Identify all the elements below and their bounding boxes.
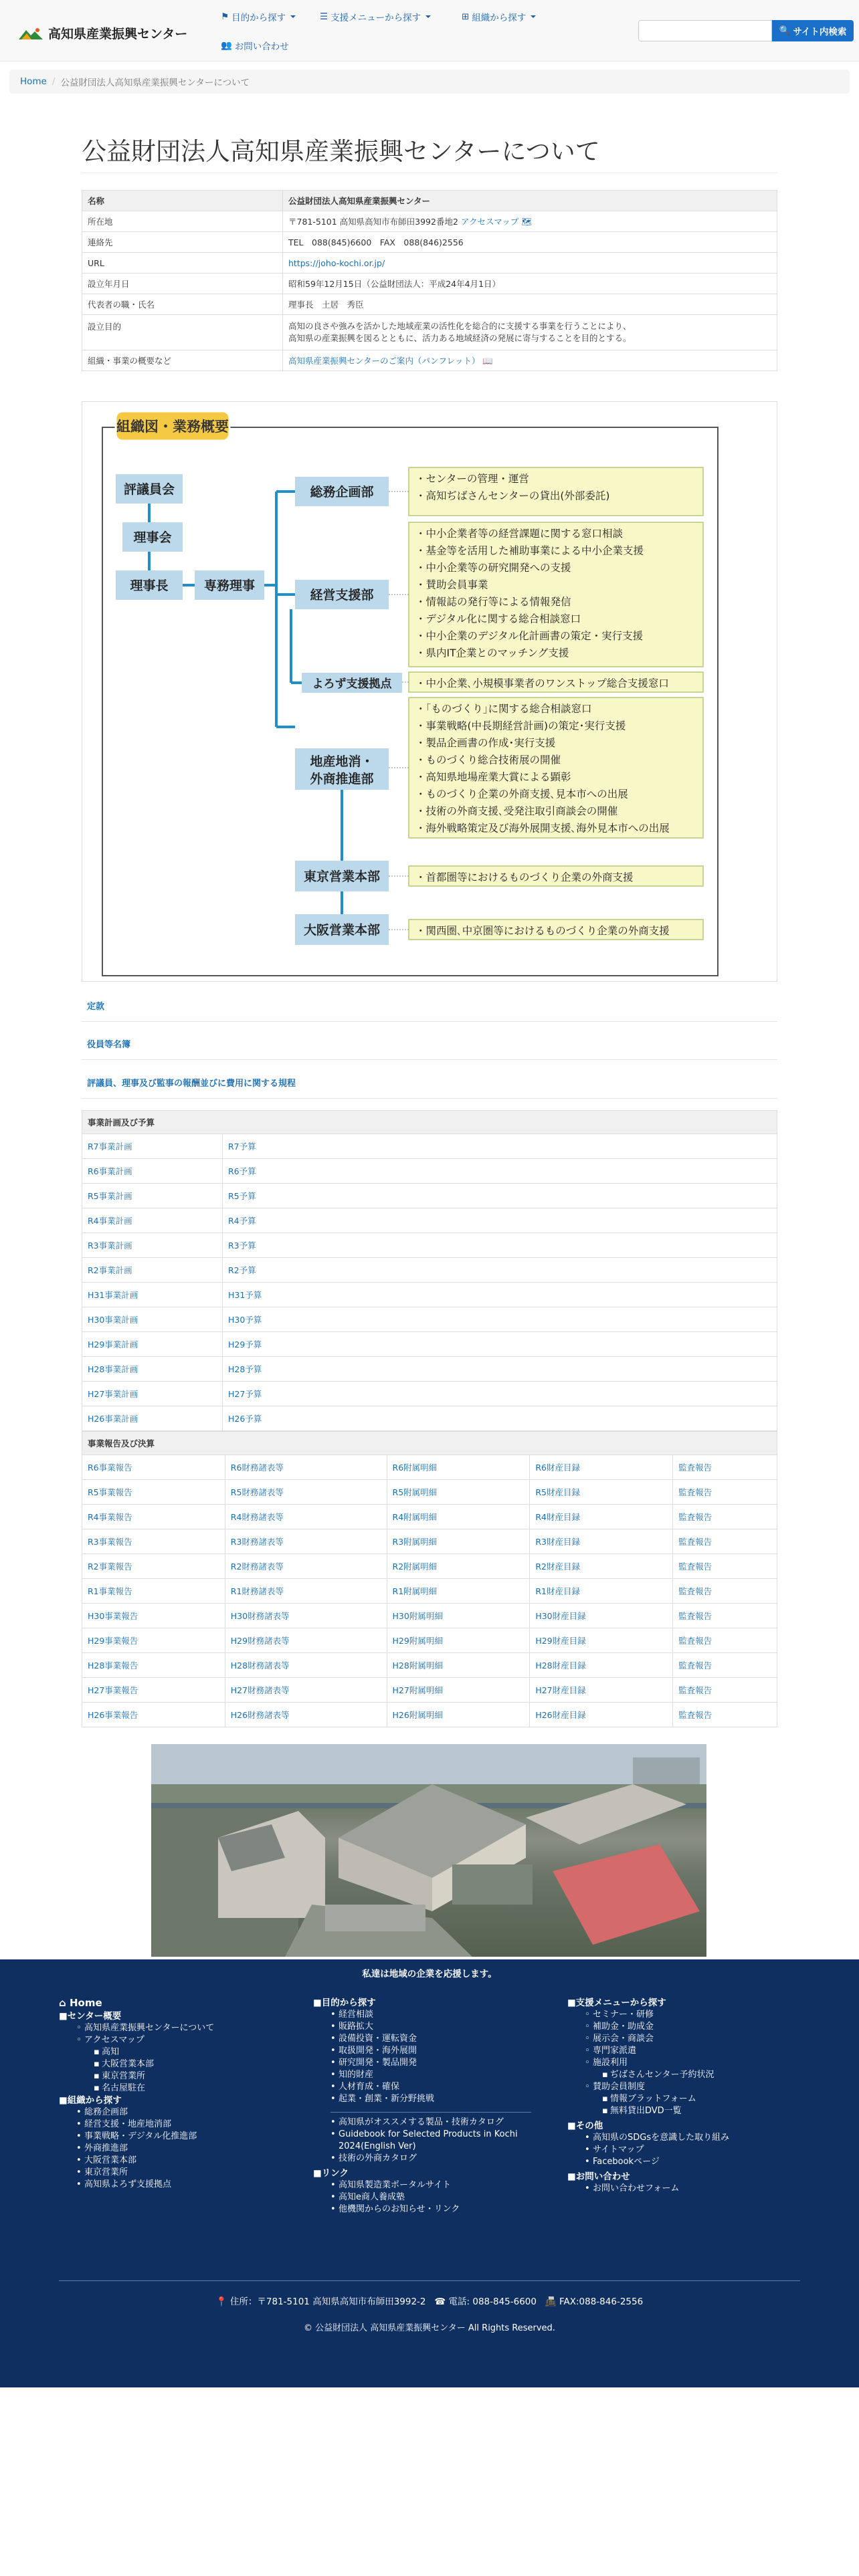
org-dept-name-2: 外商推進部 xyxy=(310,772,374,786)
footer-home-label: Home xyxy=(69,1997,102,2009)
report-table xyxy=(82,1431,777,1727)
org-duty-item: ・センターの管理・運営 xyxy=(415,473,529,485)
report-doc-link[interactable]: H28財務諸表等 xyxy=(225,1653,387,1678)
info-label: 組織・事業の概要など xyxy=(82,350,283,371)
report-header-cell: 事業報告及び決算 xyxy=(82,1432,777,1455)
org-duty-item: ・海外戦略策定及び海外展開支援､海外見本市への出展 xyxy=(415,822,670,835)
report-doc-link[interactable]: H30財務諸表等 xyxy=(225,1604,387,1628)
plan-row xyxy=(82,1134,777,1159)
info-label: 設立目的 xyxy=(82,315,283,350)
plan-row xyxy=(82,1382,777,1406)
link-title-text: リンク xyxy=(321,2168,349,2179)
building-photo xyxy=(151,1744,706,1957)
officers-list-link[interactable]: 役員等名簿 xyxy=(87,1040,131,1050)
info-label: 名称 xyxy=(82,191,283,211)
report-doc-link[interactable]: R4事業報告 xyxy=(82,1505,225,1529)
purpose-line-2: 高知県の産業振興を図るとともに、活力ある地域経済の発展に寄与することを目的とする。 xyxy=(288,333,632,343)
book-icon[interactable]: 📖 xyxy=(482,356,493,366)
report-doc-link[interactable]: 監査報告 xyxy=(673,1505,777,1529)
footer-link[interactable]: • サイトマップ xyxy=(585,2144,729,2156)
footer-link[interactable]: • 高知県よろず支援拠点 xyxy=(76,2179,214,2191)
footer-link[interactable]: ◦ 高知県産業振興センターについて xyxy=(76,2022,214,2034)
footer-other-title: ■その他 xyxy=(567,2121,603,2131)
org-duty-item: ・ものづくり総合技術展の開催 xyxy=(415,754,561,766)
divider xyxy=(82,1098,777,1099)
search-input[interactable] xyxy=(638,20,772,41)
footer-purpose-list xyxy=(313,2009,531,2105)
report-doc-link[interactable]: R4財産目録 xyxy=(530,1505,673,1529)
footer-home-link[interactable] xyxy=(59,1997,214,2009)
footer-center-list xyxy=(59,2022,214,2095)
breadcrumb-separator: / xyxy=(52,76,56,87)
report-doc-link[interactable]: R1事業報告 xyxy=(82,1579,225,1604)
phone-icon: ☎ xyxy=(434,2296,446,2307)
report-doc-link[interactable]: R5財産目録 xyxy=(530,1480,673,1505)
caret-down-icon xyxy=(425,15,431,18)
footer-link[interactable]: • 高知県製造業ポータルサイト xyxy=(330,2179,531,2191)
report-doc-link[interactable]: H26財務諸表等 xyxy=(225,1703,387,1727)
footer-link[interactable]: ◦ 専門家派遣 xyxy=(585,2045,729,2057)
footer-link[interactable]: • 経営支援・地産地消部 xyxy=(76,2119,214,2131)
plan-doc-link[interactable]: H27事業計画 xyxy=(82,1382,223,1406)
report-doc-link[interactable]: H29財務諸表等 xyxy=(225,1628,387,1653)
org-duty-item: ・ものづくり企業の外商支援､見本市への出展 xyxy=(415,788,628,800)
info-row-representative xyxy=(82,294,777,315)
footer-link[interactable]: • 設備投資・運転資金 xyxy=(330,2033,531,2045)
org-duty-item: ・中小企業､小規模事業者のワンストップ総合支援窓口 xyxy=(415,677,669,689)
report-doc-link[interactable]: R5附属明細 xyxy=(387,1480,530,1505)
footer-link[interactable]: ◦ 展示会・商談会 xyxy=(585,2033,729,2045)
footer-link[interactable]: • Facebookページ xyxy=(585,2156,729,2168)
report-row xyxy=(82,1579,777,1604)
plan-doc-link[interactable]: H30予算 xyxy=(223,1307,777,1332)
org-duty-item: ・基金等を活用した補助事業による中小企業支援 xyxy=(415,544,644,557)
footer-contact-title: ■お問い合わせ xyxy=(567,2171,630,2182)
aerial-building-image xyxy=(151,1744,706,1957)
report-row xyxy=(82,1604,777,1628)
org-dept-name: よろず支援拠点 xyxy=(312,677,392,691)
nav-contact-label: お問い合わせ xyxy=(234,41,289,52)
plan-doc-link[interactable]: H28予算 xyxy=(223,1357,777,1382)
footer-link-title: ■リンク xyxy=(313,2168,349,2179)
footer-link[interactable]: ▪ 東京営業所 xyxy=(94,2070,214,2082)
menu-title-text: 支援メニューから探す xyxy=(575,1998,666,2008)
report-doc-link[interactable]: 監査報告 xyxy=(673,1678,777,1703)
footer-link-list xyxy=(313,2179,531,2216)
info-value xyxy=(283,350,777,371)
plan-doc-link[interactable]: R6予算 xyxy=(223,1159,777,1184)
report-row xyxy=(82,1554,777,1579)
report-doc-link[interactable]: 監査報告 xyxy=(673,1480,777,1505)
org-duty-item: ・デジタル化に関する総合相談窓口 xyxy=(415,613,581,625)
report-row xyxy=(82,1505,777,1529)
footer-link[interactable]: • 取扱開発・海外展開 xyxy=(330,2045,531,2057)
footer-fax: FAX:088-846-2556 xyxy=(559,2296,644,2307)
plan-doc-link[interactable]: H27予算 xyxy=(223,1382,777,1406)
footer-link[interactable]: ◦ 施設利用 xyxy=(585,2057,729,2069)
info-row-address xyxy=(82,211,777,232)
report-doc-link[interactable]: R3附属明細 xyxy=(387,1529,530,1554)
plan-row xyxy=(82,1208,777,1233)
footer-rule xyxy=(59,2280,800,2281)
org-box-board-label: 理事会 xyxy=(133,530,172,545)
report-doc-link[interactable]: R6附属明細 xyxy=(387,1455,530,1480)
info-row-header xyxy=(82,191,777,211)
report-doc-link[interactable]: H29財産目録 xyxy=(530,1628,673,1653)
site-logo[interactable] xyxy=(17,24,187,42)
report-row xyxy=(82,1703,777,1727)
footer-divider xyxy=(330,2112,531,2113)
nav-support-menu[interactable] xyxy=(320,10,431,23)
footer-link[interactable]: • 研究開発・製品開発 xyxy=(330,2057,531,2069)
report-doc-link[interactable]: H27事業報告 xyxy=(82,1678,225,1703)
report-row xyxy=(82,1678,777,1703)
sitemap-icon: ⊞ xyxy=(462,11,470,22)
footer-org-title: ■組織から探す xyxy=(59,2095,122,2106)
plan-doc-link[interactable]: R4予算 xyxy=(223,1208,777,1233)
footer-address: 住所：〒781-5101 高知県高知市布師田3992-2 xyxy=(229,2296,426,2307)
footer-link[interactable]: • 他機関からのお知らせ・リンク xyxy=(330,2204,531,2216)
footer-link[interactable]: ▪ 名古屋駐在 xyxy=(94,2082,214,2095)
org-duty-item: ・事業戦略(中長期経営計画)の策定･実行支援 xyxy=(415,720,626,732)
remuneration-rules-link[interactable]: 評議員、理事及び監事の報酬並びに費用に関する規程 xyxy=(87,1079,296,1089)
footer-link[interactable]: ◦ セミナー・研修 xyxy=(585,2009,729,2021)
org-duty-item: ・情報誌の発行等による情報発信 xyxy=(415,596,571,608)
footer-link[interactable]: • 東京営業所 xyxy=(76,2167,214,2179)
purpose-line-1: 高知の良さや強みを活かした地域産業の活性化を総合的に支援する事業を行うことにより、 xyxy=(288,321,632,331)
plan-row xyxy=(82,1258,777,1283)
report-doc-link[interactable]: H27財産目録 xyxy=(530,1678,673,1703)
plan-row xyxy=(82,1233,777,1258)
plan-doc-link[interactable]: R2事業計画 xyxy=(82,1258,223,1283)
report-doc-link[interactable]: R1財務諸表等 xyxy=(225,1579,387,1604)
org-duty-item: ・賛助会員事業 xyxy=(415,578,488,591)
plan-row xyxy=(82,1307,777,1332)
report-doc-link[interactable]: H26事業報告 xyxy=(82,1703,225,1727)
report-doc-link[interactable]: R3財務諸表等 xyxy=(225,1529,387,1554)
org-duty-item: ・高知ぢばさんセンターの貸出(外部委託) xyxy=(415,490,610,502)
plan-doc-link[interactable]: R5予算 xyxy=(223,1184,777,1208)
report-doc-link[interactable]: H30事業報告 xyxy=(82,1604,225,1628)
report-doc-link[interactable]: H28附属明細 xyxy=(387,1653,530,1678)
footer-link[interactable]: ◦ アクセスマップ xyxy=(76,2034,214,2046)
footer-col-3 xyxy=(567,1997,729,2195)
map-icon[interactable]: 🗺 xyxy=(521,217,533,227)
report-doc-link[interactable]: R1財産目録 xyxy=(530,1579,673,1604)
report-doc-link[interactable]: 監査報告 xyxy=(673,1628,777,1653)
nav-organization-label: 組織から探す xyxy=(472,13,527,23)
caret-down-icon xyxy=(290,15,296,18)
footer-extra-list xyxy=(313,2117,527,2165)
report-row xyxy=(82,1628,777,1653)
info-value xyxy=(283,315,777,350)
info-label: URL xyxy=(82,253,283,274)
plan-row xyxy=(82,1332,777,1357)
info-row-founded xyxy=(82,274,777,294)
footer-link[interactable]: ▪ 無料貸出DVD一覧 xyxy=(602,2105,729,2117)
contact-title-text: お問い合わせ xyxy=(575,2171,630,2182)
footer-menu-list xyxy=(567,2009,729,2117)
org-dept-name: 東京営業本部 xyxy=(303,869,381,884)
info-value xyxy=(283,253,777,274)
home-icon: ⌂ xyxy=(59,1997,66,2009)
org-duty-item: ・｢ものづくり｣に関する総合相談窓口 xyxy=(415,703,592,715)
nav-support-label: 支援メニューから探す xyxy=(330,13,421,23)
logo-mark-icon xyxy=(17,26,44,41)
footer-col-1 xyxy=(59,1997,214,2191)
map-marker-icon: 📍 xyxy=(215,2296,227,2307)
plan-doc-link[interactable]: H26事業計画 xyxy=(82,1406,223,1431)
info-row-contact xyxy=(82,232,777,253)
breadcrumb xyxy=(9,70,850,94)
nav-purpose-label: 目的から探す xyxy=(231,13,286,23)
report-doc-link[interactable]: R4附属明細 xyxy=(387,1505,530,1529)
fax-icon: 📠 xyxy=(545,2296,557,2307)
info-label: 設立年月日 xyxy=(82,274,283,294)
footer-other-list xyxy=(567,2132,729,2168)
footer-tagline: 私達は地域の企業を応援します。 xyxy=(362,1969,497,1979)
footer-col-2 xyxy=(313,1997,531,2216)
info-value: 公益財団法人高知県産業振興センター xyxy=(283,191,777,211)
plan-doc-link[interactable]: R3予算 xyxy=(223,1233,777,1258)
footer-link[interactable]: • 外商推進部 xyxy=(76,2143,214,2155)
footer xyxy=(0,1959,859,2387)
org-box-council-label: 評議員会 xyxy=(123,482,175,497)
org-duty-item: ・首都圏等におけるものづくり企業の外商支援 xyxy=(415,871,634,883)
report-doc-link[interactable]: 監査報告 xyxy=(673,1653,777,1678)
page-title: 公益財団法人高知県産業振興センターについて xyxy=(82,137,600,166)
org-duty-item: ・技術の外商支援､受発注取引商談会の開催 xyxy=(415,805,618,817)
copyright-icon: © xyxy=(304,2323,313,2333)
report-doc-link[interactable]: R6事業報告 xyxy=(82,1455,225,1480)
plan-doc-link[interactable]: H28事業計画 xyxy=(82,1357,223,1382)
org-duty-item: ・中小企業のデジタル化計画書の策定・実行支援 xyxy=(415,630,644,642)
navbar xyxy=(0,0,859,62)
footer-purpose-title: ■目的から探す xyxy=(313,1998,376,2008)
footer-link[interactable]: • 高知県がオススメする製品・技術カタログ xyxy=(330,2117,527,2129)
org-duty-item: ・製品企画書の作成･実行支援 xyxy=(415,737,556,749)
users-icon: 👥 xyxy=(221,40,232,51)
plan-doc-link[interactable]: R5事業計画 xyxy=(82,1184,223,1208)
footer-link[interactable]: • 事業戦略・デジタル化推進部 xyxy=(76,2131,214,2143)
report-doc-link[interactable]: R6財務諸表等 xyxy=(225,1455,387,1480)
list-icon: ☰ xyxy=(320,11,328,22)
info-label: 代表者の職・氏名 xyxy=(82,294,283,315)
copyright-text: 公益財団法人 高知県産業振興センター All Rights Reserved. xyxy=(315,2323,555,2333)
divider xyxy=(82,1021,777,1022)
footer-link[interactable]: • お問い合わせフォーム xyxy=(585,2183,729,2195)
plan-doc-link[interactable]: R7事業計画 xyxy=(82,1134,223,1159)
plan-row xyxy=(82,1357,777,1382)
info-value xyxy=(283,211,777,232)
report-doc-link[interactable]: R1附属明細 xyxy=(387,1579,530,1604)
footer-tel: 電話: 088-845-6600 xyxy=(448,2296,537,2307)
footer-copyright xyxy=(0,2321,859,2333)
caret-down-icon xyxy=(531,15,536,18)
breadcrumb-home[interactable]: Home xyxy=(20,76,47,87)
footer-link[interactable]: ▪ 高知 xyxy=(94,2046,214,2058)
search-button-label: サイト内検索 xyxy=(793,27,847,37)
plan-row xyxy=(82,1406,777,1431)
center-title-text: センター概要 xyxy=(67,2011,122,2022)
other-title-text: その他 xyxy=(575,2121,603,2131)
info-table xyxy=(82,190,777,371)
footer-link[interactable]: • 人材育成・確保 xyxy=(330,2081,531,2093)
plan-doc-link[interactable]: R4事業計画 xyxy=(82,1208,223,1233)
org-dept-name: 大阪営業本部 xyxy=(303,923,381,938)
info-label: 所在地 xyxy=(82,211,283,232)
footer-link[interactable]: • 販路拡大 xyxy=(330,2021,531,2033)
org-dept-name: 総務企画部 xyxy=(310,485,374,500)
org-duty-item: ・県内IT企業とのマッチング支援 xyxy=(415,647,569,659)
report-doc-link[interactable]: H29附属明細 xyxy=(387,1628,530,1653)
org-box-managing-director-label: 専務理事 xyxy=(203,578,256,593)
report-row xyxy=(82,1480,777,1505)
report-doc-link[interactable]: H27附属明細 xyxy=(387,1678,530,1703)
footer-org-list xyxy=(59,2107,214,2191)
footer-link[interactable]: • 経営相談 xyxy=(330,2009,531,2021)
plan-doc-link[interactable]: R3事業計画 xyxy=(82,1233,223,1258)
info-row-overview xyxy=(82,350,777,371)
info-row-url xyxy=(82,253,777,274)
info-row-purpose xyxy=(82,315,777,350)
footer-link[interactable]: • 知的財産 xyxy=(330,2069,531,2081)
report-doc-link[interactable]: R6財産目録 xyxy=(530,1455,673,1480)
footer-contact-list xyxy=(567,2183,729,2195)
breadcrumb-current: 公益財団法人高知県産業振興センターについて xyxy=(60,78,250,88)
footer-address-line xyxy=(0,2294,859,2307)
address-text: 〒781-5101 高知県高知市布師田3992番地2 xyxy=(288,217,458,227)
footer-link[interactable]: ▪ 大阪営業本部 xyxy=(94,2058,214,2070)
footer-center-title: ■センター概要 xyxy=(59,2011,122,2022)
report-row xyxy=(82,1653,777,1678)
footer-link[interactable]: • Guidebook for Selected Products in Kochi 2024(English Ver) xyxy=(330,2129,527,2153)
url-link[interactable]: https://joho-kochi.or.jp/ xyxy=(288,257,385,268)
report-doc-link[interactable]: 監査報告 xyxy=(673,1529,777,1554)
org-duty-item: ・関西圏､中京圏等におけるものづくり企業の外商支援 xyxy=(415,925,670,937)
footer-link[interactable]: ◦ 賛助会員制度 xyxy=(585,2081,729,2093)
info-value: 昭和59年12月15日（公益財団法人：平成24年4月1日） xyxy=(283,274,777,294)
report-doc-link[interactable]: R2財務諸表等 xyxy=(225,1554,387,1579)
search-icon: 🔍 xyxy=(779,25,791,36)
report-row xyxy=(82,1455,777,1480)
nav-contact[interactable] xyxy=(221,39,289,52)
plan-doc-link[interactable]: H31予算 xyxy=(223,1283,777,1307)
org-chart xyxy=(82,402,778,982)
report-doc-link[interactable]: H26財産目録 xyxy=(530,1703,673,1727)
report-doc-link[interactable]: R5財務諸表等 xyxy=(225,1480,387,1505)
report-doc-link[interactable]: 監査報告 xyxy=(673,1703,777,1727)
plan-doc-link[interactable]: R2予算 xyxy=(223,1258,777,1283)
report-doc-link[interactable]: R2事業報告 xyxy=(82,1554,225,1579)
footer-link[interactable]: • 高知e商人養成塾 xyxy=(330,2191,531,2204)
footer-link[interactable]: • 起業・創業・新分野挑戦 xyxy=(330,2093,531,2105)
org-dept-2 xyxy=(302,672,703,693)
org-dept-duties-box xyxy=(409,522,703,667)
report-doc-link[interactable]: H29事業報告 xyxy=(82,1628,225,1653)
plan-doc-link[interactable]: H26予算 xyxy=(223,1406,777,1431)
report-doc-link[interactable]: R2財産目録 xyxy=(530,1554,673,1579)
org-chart-frame xyxy=(82,401,777,982)
plan-doc-link[interactable]: H29事業計画 xyxy=(82,1332,223,1357)
report-doc-link[interactable]: H28事業報告 xyxy=(82,1653,225,1678)
report-doc-link[interactable]: R3財産目録 xyxy=(530,1529,673,1554)
report-doc-link[interactable]: 監査報告 xyxy=(673,1604,777,1628)
report-row xyxy=(82,1529,777,1554)
plan-doc-link[interactable]: R7予算 xyxy=(223,1134,777,1159)
report-doc-link[interactable]: 監査報告 xyxy=(673,1554,777,1579)
search-button[interactable] xyxy=(772,20,854,41)
plan-doc-link[interactable]: H29予算 xyxy=(223,1332,777,1357)
report-doc-link[interactable]: H26附属明細 xyxy=(387,1703,530,1727)
pamphlet-link[interactable]: 高知県産業振興センターのご案内（パンフレット） xyxy=(288,356,480,366)
info-label: 連絡先 xyxy=(82,232,283,253)
report-doc-link[interactable]: 監査報告 xyxy=(673,1455,777,1480)
org-title: 組織図・業務概要 xyxy=(116,419,229,435)
report-doc-link[interactable]: R3事業報告 xyxy=(82,1529,225,1554)
report-doc-link[interactable]: R4財務諸表等 xyxy=(225,1505,387,1529)
plan-doc-link[interactable]: H30事業計画 xyxy=(82,1307,223,1332)
plan-row xyxy=(82,1184,777,1208)
divider xyxy=(82,1059,777,1060)
footer-link[interactable]: ◦ 補助金・助成金 xyxy=(585,2021,729,2033)
report-doc-link[interactable]: H27財務諸表等 xyxy=(225,1678,387,1703)
org-duty-item: ・中小企業等の研究開発への支援 xyxy=(415,562,571,574)
nav-organization[interactable] xyxy=(462,10,536,23)
report-doc-link[interactable]: H30財産目録 xyxy=(530,1604,673,1628)
plan-table xyxy=(82,1110,777,1431)
plan-row xyxy=(82,1159,777,1184)
org-duty-item: ・高知県地場産業大賞による顕彰 xyxy=(415,771,571,783)
info-value: 理事長 土居 秀臣 xyxy=(283,294,777,315)
report-doc-link[interactable]: H28財産目録 xyxy=(530,1653,673,1678)
report-doc-link[interactable]: R5事業報告 xyxy=(82,1480,225,1505)
logo-text: 高知県産業振興センター xyxy=(48,27,188,41)
footer-link[interactable]: ▪ ぢばさんセンター予約状況 xyxy=(602,2069,729,2081)
footer-link[interactable]: ▪ 情報ブラットフォーム xyxy=(602,2093,729,2105)
org-dept-name: 地産地消・ xyxy=(310,754,374,769)
info-value: TEL 088(845)6600 FAX 088(846)2556 xyxy=(283,232,777,253)
footer-link[interactable]: • 技術の外商カタログ xyxy=(330,2153,527,2165)
org-duty-item: ・中小企業者等の経営課題に関する窓口相談 xyxy=(415,528,624,540)
report-table-header xyxy=(82,1432,777,1455)
flag-icon: ⚑ xyxy=(221,11,229,22)
report-doc-link[interactable]: H30附属明細 xyxy=(387,1604,530,1628)
articles-link[interactable]: 定款 xyxy=(87,1002,105,1012)
org-title-text: 組織から探す xyxy=(67,2095,122,2106)
footer-link[interactable]: • 大阪営業本部 xyxy=(76,2155,214,2167)
access-map-link[interactable]: アクセスマップ xyxy=(460,217,519,227)
report-doc-link[interactable]: 監査報告 xyxy=(673,1579,777,1604)
org-dept-name: 経営支援部 xyxy=(310,588,374,603)
plan-table-header xyxy=(82,1111,777,1134)
plan-doc-link[interactable]: R6事業計画 xyxy=(82,1159,223,1184)
report-doc-link[interactable]: R2附属明細 xyxy=(387,1554,530,1579)
footer-link[interactable]: • 高知県のSDGsを意識した取り組み xyxy=(585,2132,729,2144)
plan-doc-link[interactable]: H31事業計画 xyxy=(82,1283,223,1307)
plan-row xyxy=(82,1283,777,1307)
nav-purpose[interactable] xyxy=(221,10,296,23)
plan-header-cell: 事業計画及び予算 xyxy=(82,1111,777,1134)
purpose-title-text: 目的から探す xyxy=(321,1998,376,2008)
footer-link[interactable]: • 総務企画部 xyxy=(76,2107,214,2119)
org-box-chairman-label: 理事長 xyxy=(130,578,169,593)
footer-menu-title: ■支援メニューから探す xyxy=(567,1998,666,2008)
